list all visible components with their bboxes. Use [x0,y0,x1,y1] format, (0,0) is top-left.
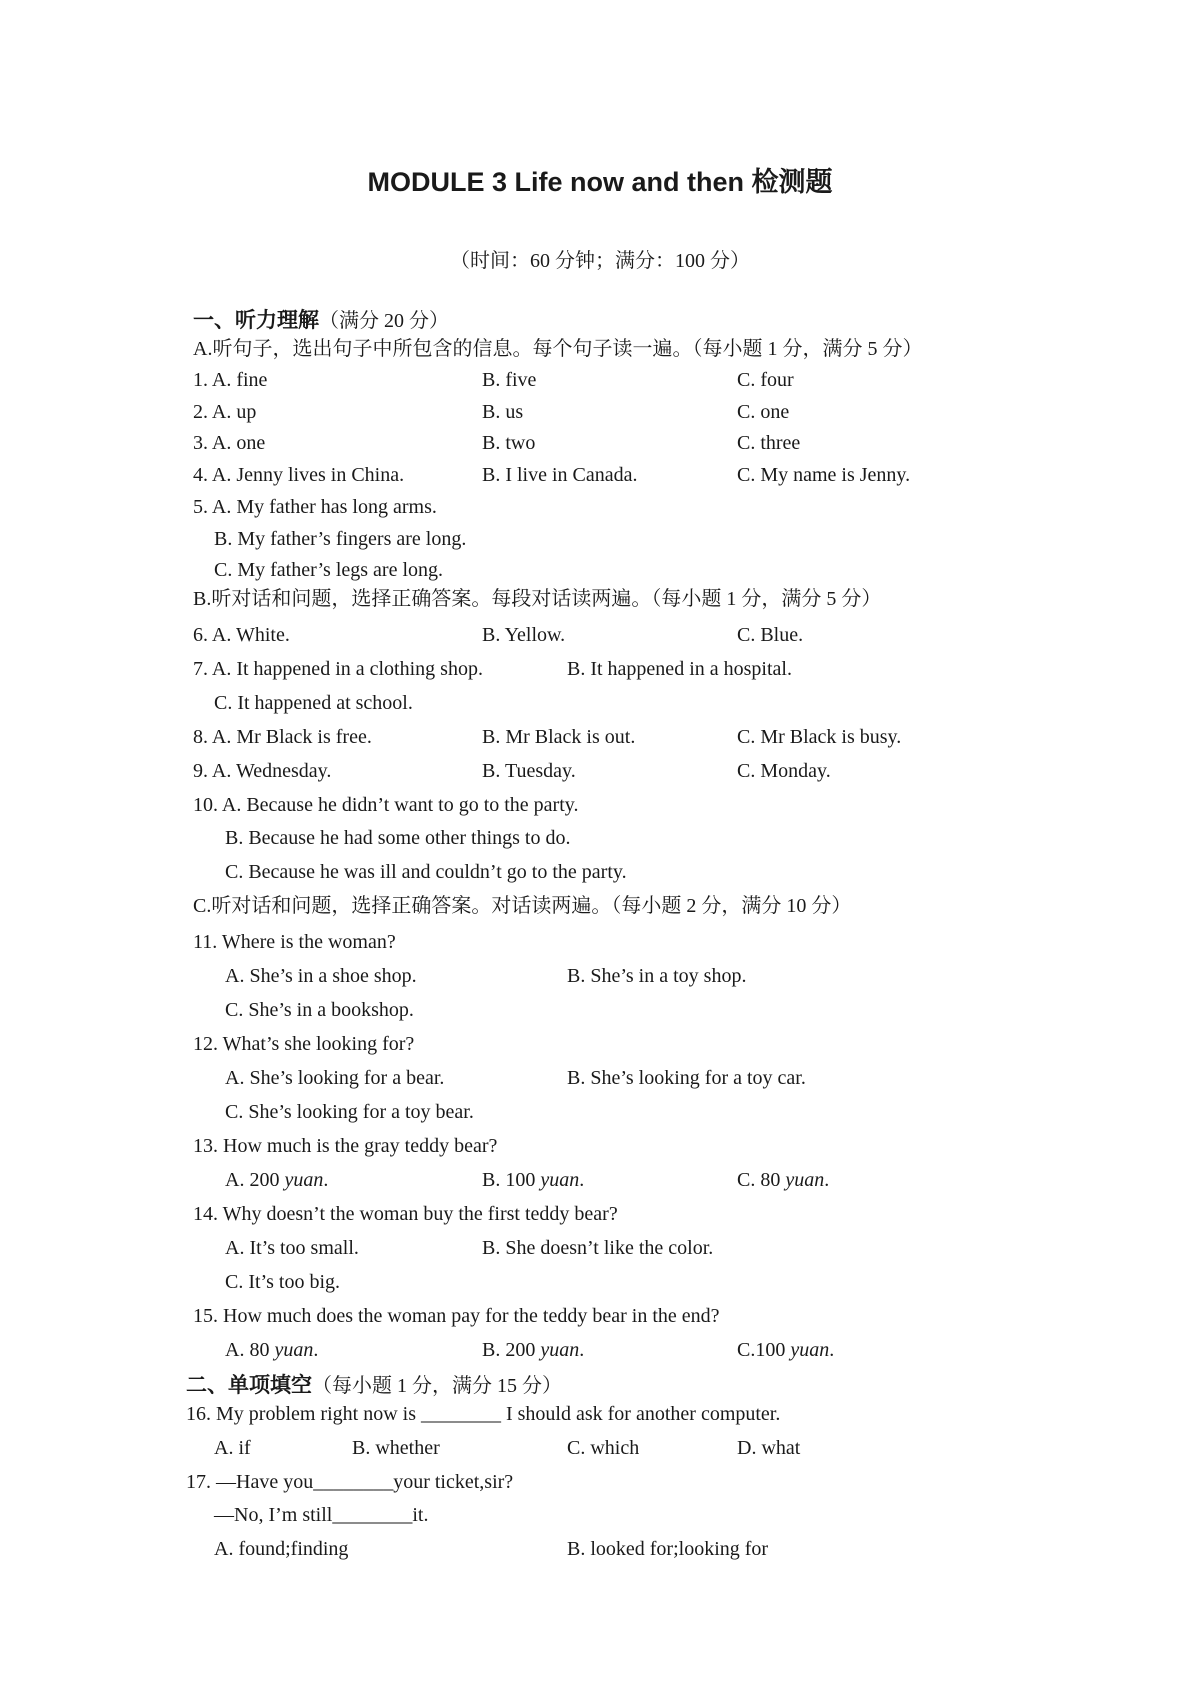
q4-option-b: B. I live in Canada. [482,464,638,486]
part-c-instruction: C.听对话和问题，选择正确答案。对话读两遍。（每小题 2 分，满分 10 分） [193,895,852,917]
q11-option-b: B. She’s in a toy shop. [567,965,747,987]
q17-option-b: B. looked for;looking for [567,1538,769,1560]
q4-option-a: 4. A. Jenny lives in China. [193,464,405,486]
part-b-instruction: B.听对话和问题，选择正确答案。每段对话读两遍。（每小题 1 分，满分 5 分） [193,588,882,610]
q16-option-b: B. whether [352,1437,440,1459]
q7-option-a: 7. A. It happened in a clothing shop. [193,658,483,680]
q10-option-c: C. Because he was ill and couldn’t go to the party. [225,861,627,883]
q10-option-b: B. Because he had some other things to do. [225,827,571,849]
section-heading-single-choice [186,1373,562,1398]
q13-option-a-period: . [323,1169,329,1191]
q15-question: 15. How much does the woman pay for the teddy bear in the end? [193,1305,720,1327]
q11-question: 11. Where is the woman? [193,931,396,953]
q15-option-b-period: . [579,1339,585,1361]
q2-option-c: C. one [737,401,790,423]
q13-option-b-period: . [579,1169,585,1191]
q6-option-a: 6. A. White. [193,624,290,646]
q16-question: 16. My problem right now is ________ I should ask for another computer. [186,1403,781,1425]
q5-option-a: 5. A. My father has long arms. [193,496,437,518]
q16-option-d: D. what [737,1437,801,1459]
q13-option-c-value: C. 80 [737,1169,781,1191]
q9-option-b: B. Tuesday. [482,760,576,782]
q13-option-a-value: A. 200 [225,1169,280,1191]
q12-option-a: A. She’s looking for a bear. [225,1067,445,1089]
q7-option-b: B. It happened in a hospital. [567,658,792,680]
q11-option-c: C. She’s in a bookshop. [225,999,414,1021]
q17-question-line1: 17. —Have you________your ticket,sir? [186,1471,514,1493]
q13-option-a [225,1168,328,1192]
q16-option-a: A. if [214,1437,251,1459]
q15-option-a-unit: yuan [274,1339,314,1361]
q8-option-a: 8. A. Mr Black is free. [193,726,372,748]
section-note: （每小题 1 分，满分 15 分） [312,1375,562,1397]
section-title: 二、单项填空 [186,1373,312,1397]
q10-option-a: 10. A. Because he didn’t want to go to the party. [193,794,579,816]
q13-option-c-unit: yuan [785,1169,825,1191]
q13-question: 13. How much is the gray teddy bear? [193,1135,498,1157]
q5-option-c: C. My father’s legs are long. [214,559,444,581]
q1-option-a: 1. A. fine [193,369,268,391]
q15-option-c [737,1338,834,1362]
q4-option-c: C. My name is Jenny. [737,464,911,486]
page-subtitle: （时间：60 分钟；满分：100 分） [450,250,750,272]
q8-option-b: B. Mr Black is out. [482,726,636,748]
q13-option-b-unit: yuan [540,1169,580,1191]
q13-option-c-period: . [824,1169,830,1191]
q15-option-a-value: A. 80 [225,1339,270,1361]
q11-option-a: A. She’s in a shoe shop. [225,965,417,987]
section-note: （满分 20 分） [319,310,449,332]
q15-option-c-period: . [829,1339,835,1361]
q8-option-c: C. Mr Black is busy. [737,726,902,748]
q15-option-b [482,1338,584,1362]
q7-option-c: C. It happened at school. [214,692,413,714]
section-title: 一、听力理解 [193,308,319,332]
q14-option-c: C. It’s too big. [225,1271,341,1293]
q9-option-c: C. Monday. [737,760,831,782]
q5-option-b: B. My father’s fingers are long. [214,528,467,550]
q12-question: 12. What’s she looking for? [193,1033,415,1055]
q15-option-c-value: C.100 [737,1339,786,1361]
q15-option-c-unit: yuan [790,1339,830,1361]
q12-option-c: C. She’s looking for a toy bear. [225,1101,474,1123]
q13-option-c [737,1168,829,1192]
q3-option-a: 3. A. one [193,432,266,454]
q15-option-a [225,1338,318,1362]
q6-option-b: B. Yellow. [482,624,566,646]
q3-option-c: C. three [737,432,801,454]
q16-option-c: C. which [567,1437,640,1459]
q13-option-b [482,1168,584,1192]
q15-option-a-period: . [313,1339,319,1361]
q9-option-a: 9. A. Wednesday. [193,760,332,782]
q15-option-b-value: B. 200 [482,1339,536,1361]
q14-option-a: A. It’s too small. [225,1237,359,1259]
part-a-instruction: A.听句子，选出句子中所包含的信息。每个句子读一遍。（每小题 1 分，满分 5 分） [193,338,923,360]
q3-option-b: B. two [482,432,536,454]
q15-option-b-unit: yuan [540,1339,580,1361]
q17-option-a: A. found;finding [214,1538,349,1560]
q6-option-c: C. Blue. [737,624,804,646]
section-heading-listening [193,308,449,333]
q13-option-a-unit: yuan [284,1169,324,1191]
q14-option-b: B. She doesn’t like the color. [482,1237,714,1259]
q1-option-b: B. five [482,369,537,391]
q14-question: 14. Why doesn’t the woman buy the first teddy bear? [193,1203,618,1225]
q13-option-b-value: B. 100 [482,1169,536,1191]
q1-option-c: C. four [737,369,794,391]
q17-question-line2: —No, I’m still________it. [214,1504,429,1526]
q12-option-b: B. She’s looking for a toy car. [567,1067,806,1089]
page-title: MODULE 3 Life now and then 检测题 [367,167,833,197]
q2-option-b: B. us [482,401,524,423]
q2-option-a: 2. A. up [193,401,257,423]
